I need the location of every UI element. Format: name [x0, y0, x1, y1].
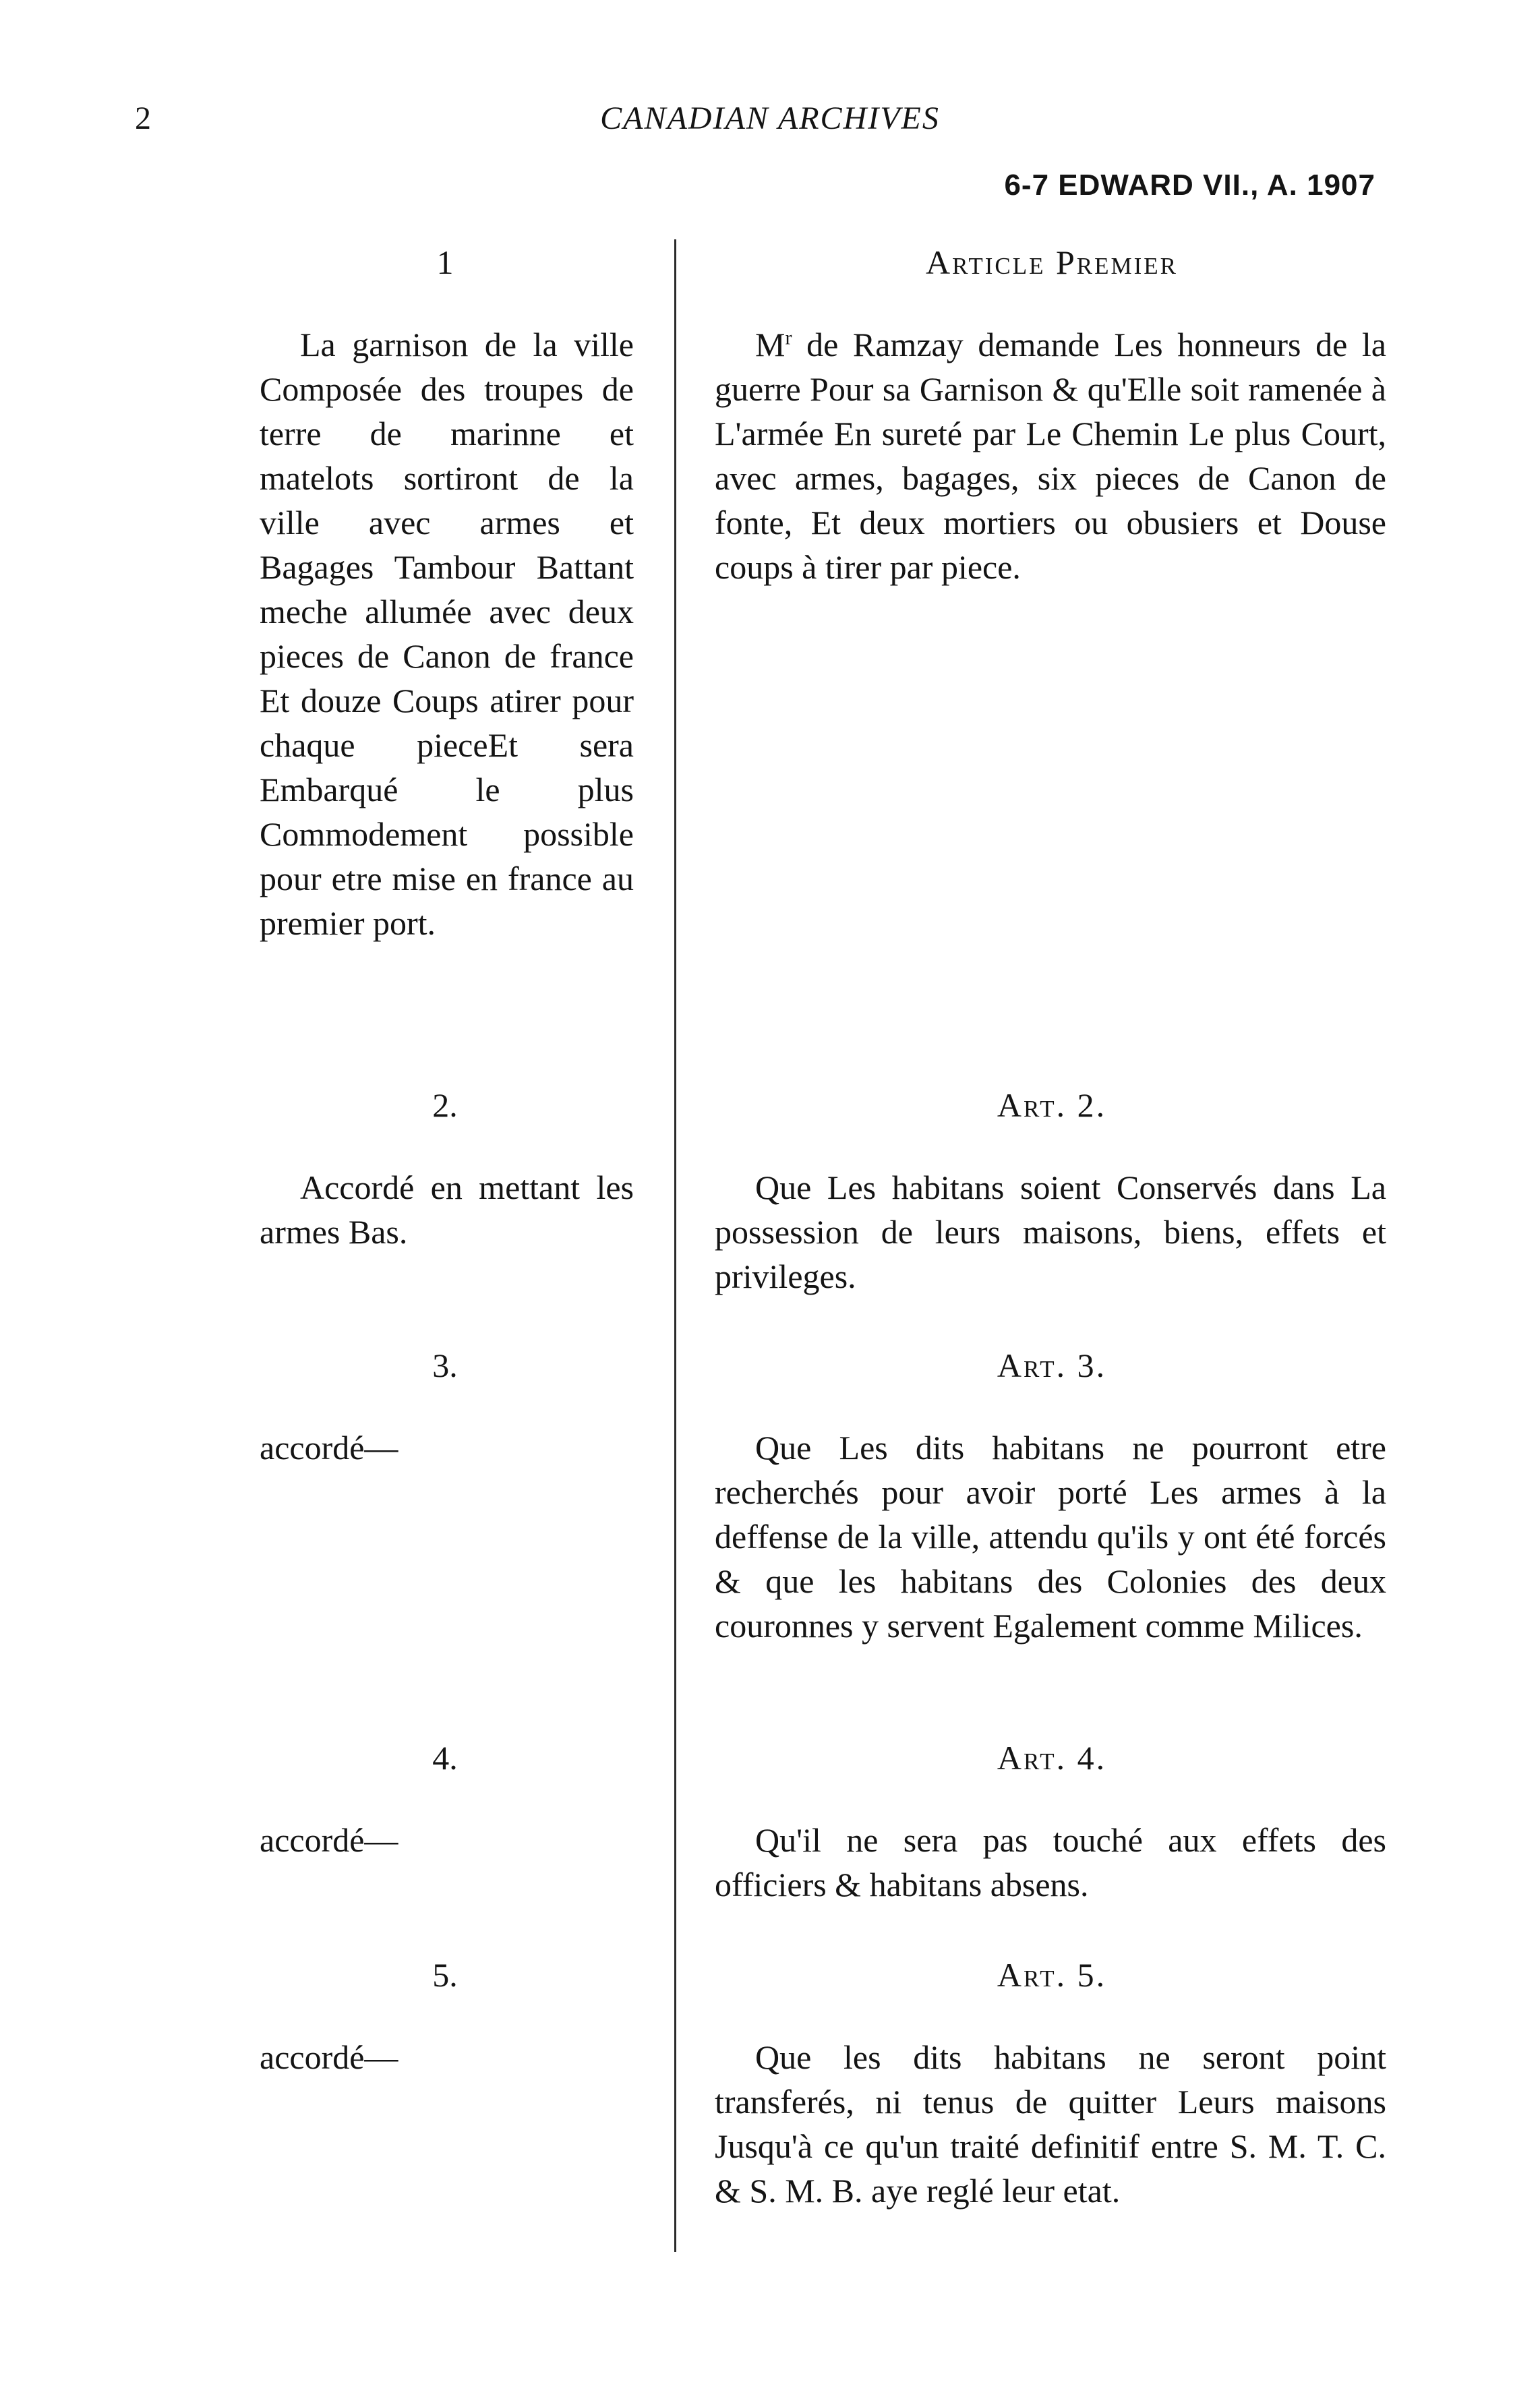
answer-number-4: 4. [432, 1739, 458, 1777]
running-title: CANADIAN ARCHIVES [600, 100, 940, 136]
article-heading-1: Article Premier [925, 243, 1179, 281]
page-number: 2 [135, 100, 151, 136]
article-text-5: Que les dits habitans ne seront point transferés, ni tenus de quitter Leurs maisons Jusqu'à ce qu'un traité definitif entre S. M. T. C. & S. M. B. aye reglé leur etat. [715, 2038, 1386, 2210]
answer-number-1: 1 [436, 243, 454, 281]
article-text-1-prefix: M [755, 326, 786, 363]
article-text-3: Que Les dits habitans ne pourront etre recherchés pour avoir porté Les armes à la deffense de la ville, attendu qu'ils y ont été forcés & que les habitans des Colonies des deux couronnes y servent Egalement comme Milices. [715, 1429, 1386, 1645]
session-label: 6-7 EDWARD VII., A. 1907 [1004, 169, 1375, 202]
answer-text-3: accordé— [260, 1429, 398, 1467]
answer-text-4: accordé— [260, 1821, 398, 1859]
article-heading-5: Art. 5. [997, 1956, 1107, 1994]
answer-number-5: 5. [432, 1956, 458, 1994]
article-text-2: Que Les habitans soient Conservés dans La possession de leurs maisons, biens, effets et privileges. [715, 1168, 1386, 1295]
answer-number-3: 3. [432, 1347, 458, 1384]
answer-text-1: La garnison de la ville Composée des troupes de terre de marinne et matelots sortiront de la ville avec armes et Bagages Tambour Battant meche allumée avec deux pieces de Canon de france Et douze Coups atirer pour chaque pieceEt sera Embarqué le plus Commodement possible pour etre mise en france au premier port. [260, 326, 634, 942]
article-text-1-superscript: r [785, 326, 792, 349]
article-heading-3: Art. 3. [997, 1347, 1107, 1384]
answer-number-2: 2. [432, 1086, 458, 1124]
article-text-4: Qu'il ne sera pas touché aux effets des officiers & habitans absens. [715, 1821, 1386, 1903]
article-heading-2: Art. 2. [997, 1086, 1107, 1124]
answer-text-5: accordé— [260, 2038, 398, 2076]
article-text-1-body: de Ramzay demande Les honneurs de la guerre Pour sa Garnison & qu'Elle soit ramenée à L'armée En sureté par Le Chemin Le plus Court, avec armes, bagages, six pieces de Canon de fonte, Et deux mortiers ou obusiers et Douse coups à tirer par piece. [715, 326, 1386, 586]
article-text-1 [715, 322, 1386, 589]
article-heading-4: Art. 4. [997, 1739, 1107, 1777]
answer-text-2: Accordé en mettant les armes Bas. [260, 1168, 634, 1251]
column-divider [674, 239, 676, 2252]
